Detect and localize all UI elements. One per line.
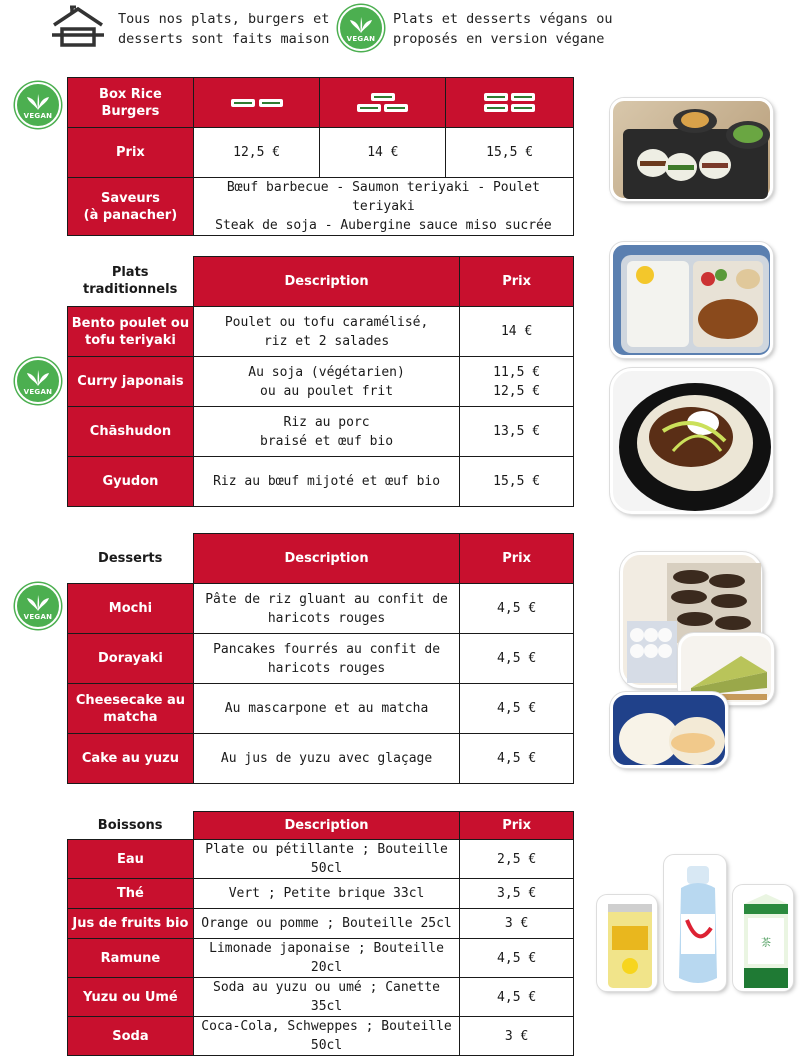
burgers-table: [67, 77, 574, 236]
table-row: [68, 634, 574, 684]
burger-size-small: [193, 78, 320, 128]
burgers-price-label: Prix: [68, 128, 194, 178]
dish-name: Curry japonais: [68, 357, 194, 407]
table-row: [68, 307, 574, 357]
burger-photo: [610, 98, 773, 201]
drink-description: Orange ou pomme ; Bouteille 25cl: [193, 909, 459, 939]
burger-icon: [482, 93, 538, 112]
vegan-legend: [393, 9, 612, 49]
burger-price-medium: 14 €: [320, 128, 446, 178]
dish-description: Au soja (végétarien) ou au poulet frit: [193, 357, 459, 407]
drinks-desc-header: Description: [193, 812, 459, 840]
dessert-price: 4,5 €: [460, 684, 574, 734]
dish-description: Riz au bœuf mijoté et œuf bio: [193, 457, 459, 507]
table-row: [68, 1017, 574, 1056]
burgers-title-cell: Box Rice Burgers: [68, 78, 194, 128]
burgers-flavors-label: Saveurs (à panacher): [68, 178, 194, 236]
drink-description: Coca-Cola, Schweppes ; Bouteille 50cl: [193, 1017, 459, 1056]
green-tea-photo: [733, 885, 793, 991]
dessert-description: Pancakes fourrés au confit de haricots rouges: [193, 634, 459, 684]
dessert-price: 4,5 €: [460, 734, 574, 784]
desserts-price-header: Prix: [460, 534, 574, 584]
table-row: [68, 879, 574, 909]
drink-name: Eau: [68, 840, 194, 879]
drink-name: Ramune: [68, 939, 194, 978]
burger-size-medium: [320, 78, 446, 128]
homemade-legend-line2: desserts sont faits maison: [118, 31, 330, 47]
drink-price: 3 €: [460, 1017, 574, 1056]
traditional-title: Plats traditionnels: [68, 257, 194, 307]
table-row: [68, 457, 574, 507]
drink-name: Yuzu ou Umé: [68, 978, 194, 1017]
dessert-name: Mochi: [68, 584, 194, 634]
homemade-legend: [118, 9, 329, 49]
drink-description: Limonade japonaise ; Bouteille 20cl: [193, 939, 459, 978]
vegan-legend-line1: Plats et desserts végans ou: [393, 11, 613, 27]
drinks-table: [67, 811, 574, 1056]
drink-name: Jus de fruits bio: [68, 909, 194, 939]
dessert-price: 4,5 €: [460, 584, 574, 634]
table-row: [68, 357, 574, 407]
svg-text:茶: 茶: [761, 938, 771, 949]
homemade-legend-line1: Tous nos plats, burgers et: [118, 11, 330, 27]
chashudon-photo: [610, 368, 773, 514]
drink-description: Soda au yuzu ou umé ; Canette 35cl: [193, 978, 459, 1017]
drink-price: 3 €: [460, 909, 574, 939]
dish-name: Chāshudon: [68, 407, 194, 457]
burger-price-small: 12,5 €: [193, 128, 320, 178]
table-row: [68, 978, 574, 1017]
vegan-badge-icon: VEGAN: [338, 5, 384, 51]
house-icon: [50, 5, 106, 49]
drinks-title: Boissons: [68, 812, 194, 840]
vegan-legend-line2: proposés en version végane: [393, 31, 605, 47]
drink-description: Vert ; Petite brique 33cl: [193, 879, 459, 909]
drink-price: 2,5 €: [460, 840, 574, 879]
dish-price: 15,5 €: [460, 457, 574, 507]
burger-icon: [194, 99, 320, 107]
yuzu-can-photo: [597, 895, 657, 991]
dish-description: Riz au porc braisé et œuf bio: [193, 407, 459, 457]
drink-name: Soda: [68, 1017, 194, 1056]
burgers-flavors: Bœuf barbecue - Saumon teriyaki - Poulet teriyaki Steak de soja - Aubergine sauce miso sucrée: [193, 178, 573, 236]
dish-price: 11,5 € 12,5 €: [460, 357, 574, 407]
traditional-table: [67, 256, 574, 507]
desserts-desc-header: Description: [193, 534, 459, 584]
dish-name: Gyudon: [68, 457, 194, 507]
burger-size-large: [446, 78, 574, 128]
drink-price: 3,5 €: [460, 879, 574, 909]
drinks-price-header: Prix: [460, 812, 574, 840]
dessert-description: Pâte de riz gluant au confit de haricots rouges: [193, 584, 459, 634]
dish-price: 14 €: [460, 307, 574, 357]
traditional-desc-header: Description: [193, 257, 459, 307]
drink-description: Plate ou pétillante ; Bouteille 50cl: [193, 840, 459, 879]
table-row: [68, 407, 574, 457]
desserts-table: [67, 533, 574, 784]
traditional-price-header: Prix: [460, 257, 574, 307]
dish-name: Bento poulet ou tofu teriyaki: [68, 307, 194, 357]
table-row: [68, 684, 574, 734]
vegan-badge-icon: VEGAN: [15, 583, 61, 629]
burger-price-large: 15,5 €: [446, 128, 574, 178]
vegan-badge-icon: VEGAN: [15, 82, 61, 128]
dessert-description: Au mascarpone et au matcha: [193, 684, 459, 734]
dessert-name: Cheesecake au matcha: [68, 684, 194, 734]
table-row: [68, 909, 574, 939]
dish-description: Poulet ou tofu caramélisé, riz et 2 salades: [193, 307, 459, 357]
yuzu-cake-photo: [610, 692, 728, 768]
dessert-name: Dorayaki: [68, 634, 194, 684]
dessert-description: Au jus de yuzu avec glaçage: [193, 734, 459, 784]
table-row: [68, 840, 574, 879]
table-row: [68, 584, 574, 634]
burger-icon: [320, 93, 445, 112]
dessert-price: 4,5 €: [460, 634, 574, 684]
vegan-badge-icon: VEGAN: [15, 358, 61, 404]
drink-price: 4,5 €: [460, 978, 574, 1017]
table-row: [68, 734, 574, 784]
ramune-photo: [664, 855, 726, 991]
dish-price: 13,5 €: [460, 407, 574, 457]
bento-photo: [610, 242, 773, 358]
dessert-name: Cake au yuzu: [68, 734, 194, 784]
desserts-title: Desserts: [68, 534, 194, 584]
drink-name: Thé: [68, 879, 194, 909]
table-row: [68, 939, 574, 978]
drink-price: 4,5 €: [460, 939, 574, 978]
